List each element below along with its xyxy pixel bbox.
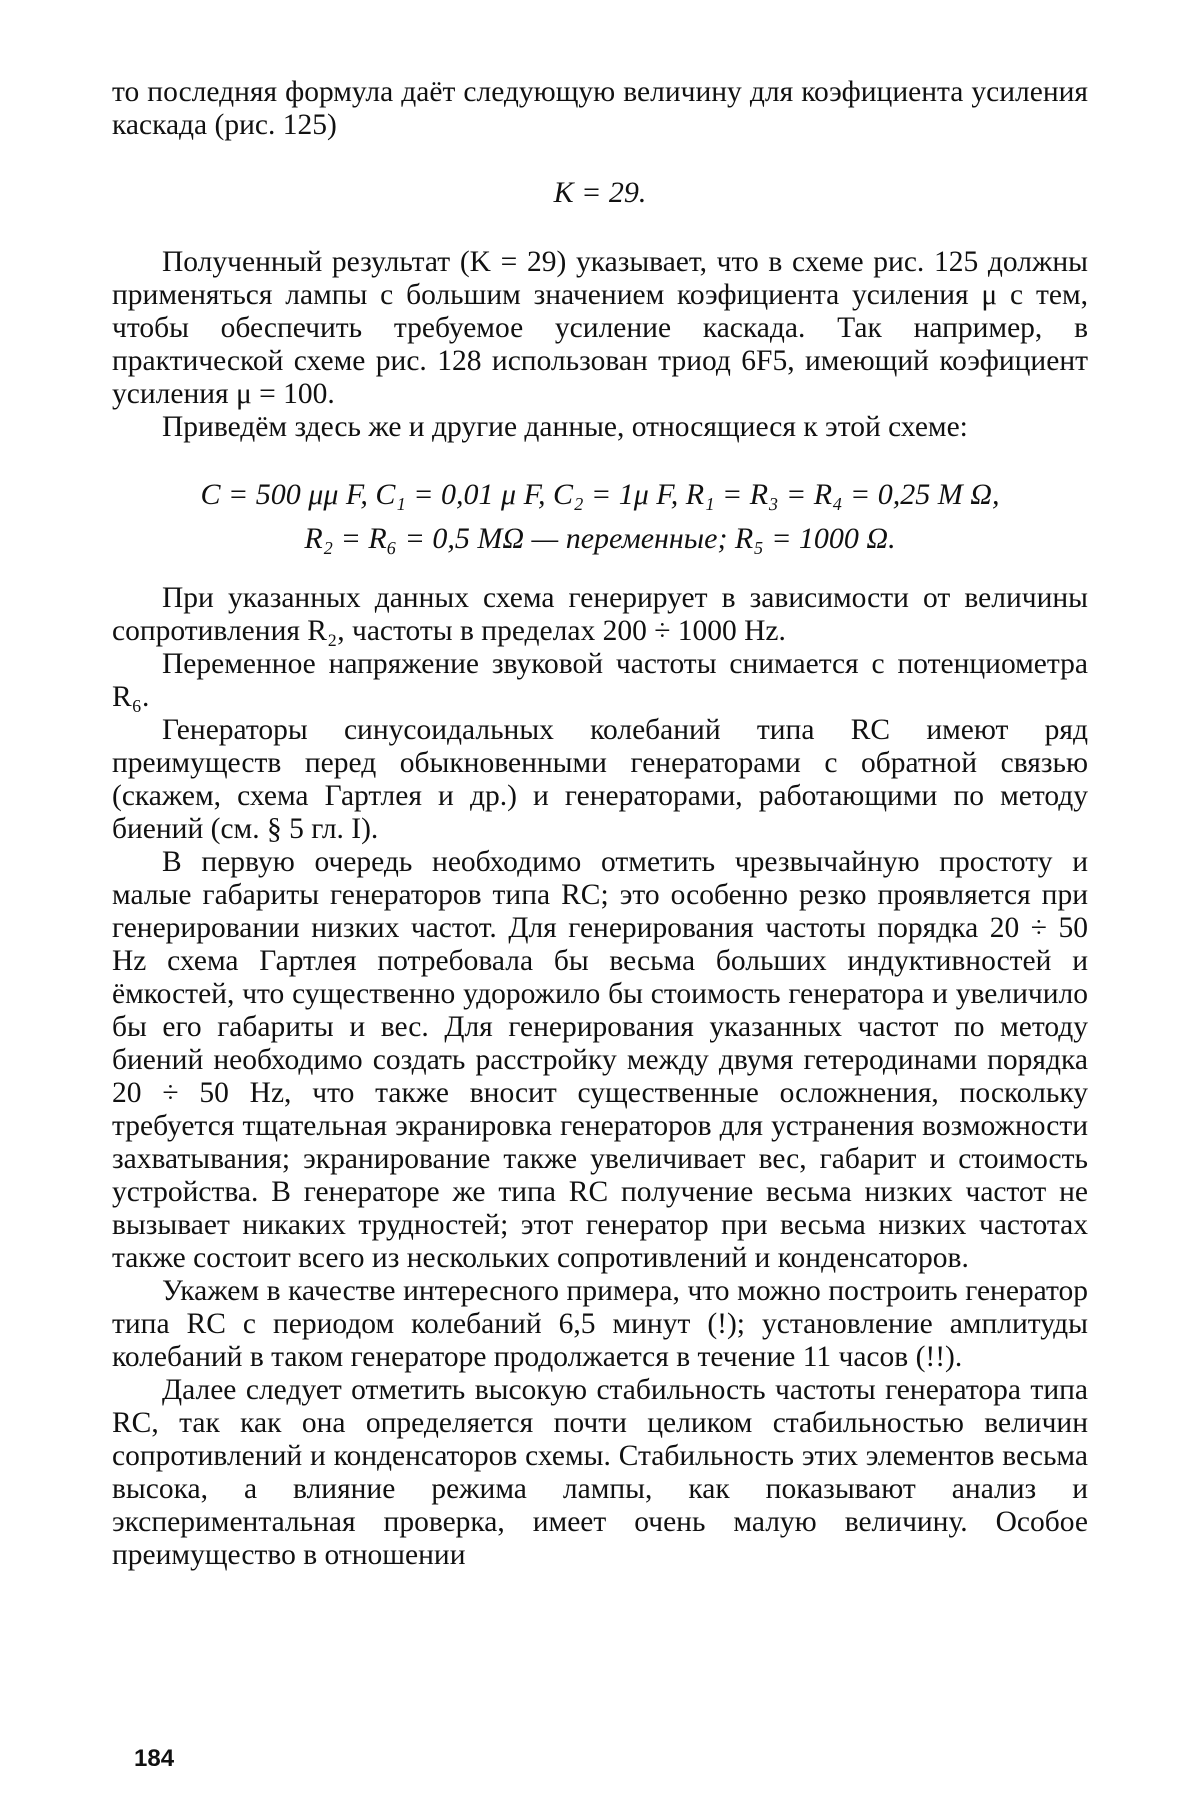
paragraph-stability: Далее следует отметить высокую стабильность частоты генератора типа RC, так как она определяется почти целиком стабильностью величин сопротивлений и конденсаторов схемы. Стабильность этих элементов весьма высока, а влияние режима лампы, как показывают анализ и экспериментальная проверка, имеет очень малую величину. Особое преимущество в отношении: [112, 1374, 1088, 1571]
paragraph-result: Полученный результат (K = 29) указывает, что в схеме рис. 125 должны применяться лампы с большим значением коэфициента усиления μ с тем, чтобы обеспечить требуемое усиление каскада. Так например, в практической схеме рис. 128 использован триод 6F5, имеющий коэфициент усиления μ = 100.: [112, 246, 1088, 410]
paragraph-data-intro: Приведём здесь же и другие данные, относящиеся к этой схеме:: [162, 411, 968, 443]
formula-components-line2: R₂ = R₆ = 0,5 MΩ — переменные; R₅ = 1000 Ω.: [304, 522, 896, 555]
formula-components-line1: C = 500 μμ F, C₁ = 0,01 μ F, C₂ = 1μ F, R₁ = R₃ = R₄ = 0,25 M Ω,: [200, 478, 1000, 511]
page-number: 184: [134, 1745, 175, 1772]
paragraph-example: Укажем в качестве интересного примера, что можно построить генератор типа RC с периодом колебаний 6,5 минут (!); установление амплитуды колебаний в таком генераторе продолжается в течение 11 часов (!!).: [112, 1275, 1088, 1373]
body-text: [112, 76, 1088, 1572]
paragraph-advantages: Генераторы синусоидальных колебаний типа RC имеют ряд преимуществ перед обыкновенными генераторами с обратной связью (скажем, схема Гартлея и др.) и генераторами, работающими по методу биений (см. § 5 гл. I).: [112, 714, 1088, 845]
formula-k: K = 29.: [553, 176, 647, 209]
intro-paragraph: то последняя формула даёт следующую величину для коэфициента усиления каскада (рис. 125): [112, 76, 1088, 141]
paragraph-simplicity: В первую очередь необходимо отметить чрезвычайную простоту и малые габариты генераторов типа RC; это особенно резко проявляется при генерировании низких частот. Для генерирования частоты порядка 20 ÷ 50 Hz схема Гартлея потребовала бы весьма больших индуктивностей и ёмкостей, что существенно удорожило бы стоимость генератора и увеличило бы его габариты и вес. Для генерирования указанных частот по методу биений необходимо создать расстройку между двумя гетеродинами порядка 20 ÷ 50 Hz, что также вносит существенные осложнения, поскольку требуется тщательная экранировка генераторов для устранения возможности захватывания; экранирование также увеличивает вес, габарит и стоимость устройства. В генераторе же типа RC получение весьма низких частот не вызывает никаких трудностей; этот генератор при весьма низких частотах также состоит всего из нескольких сопротивлений и конденсаторов.: [112, 846, 1088, 1274]
paragraph-frequency-range: При указанных данных схема генерирует в зависимости от величины сопротивления R₂, частоты в пределах 200 ÷ 1000 Hz.: [112, 582, 1088, 647]
paragraph-output-voltage: Переменное напряжение звуковой частоты снимается с потенциометра R₆.: [112, 648, 1088, 713]
